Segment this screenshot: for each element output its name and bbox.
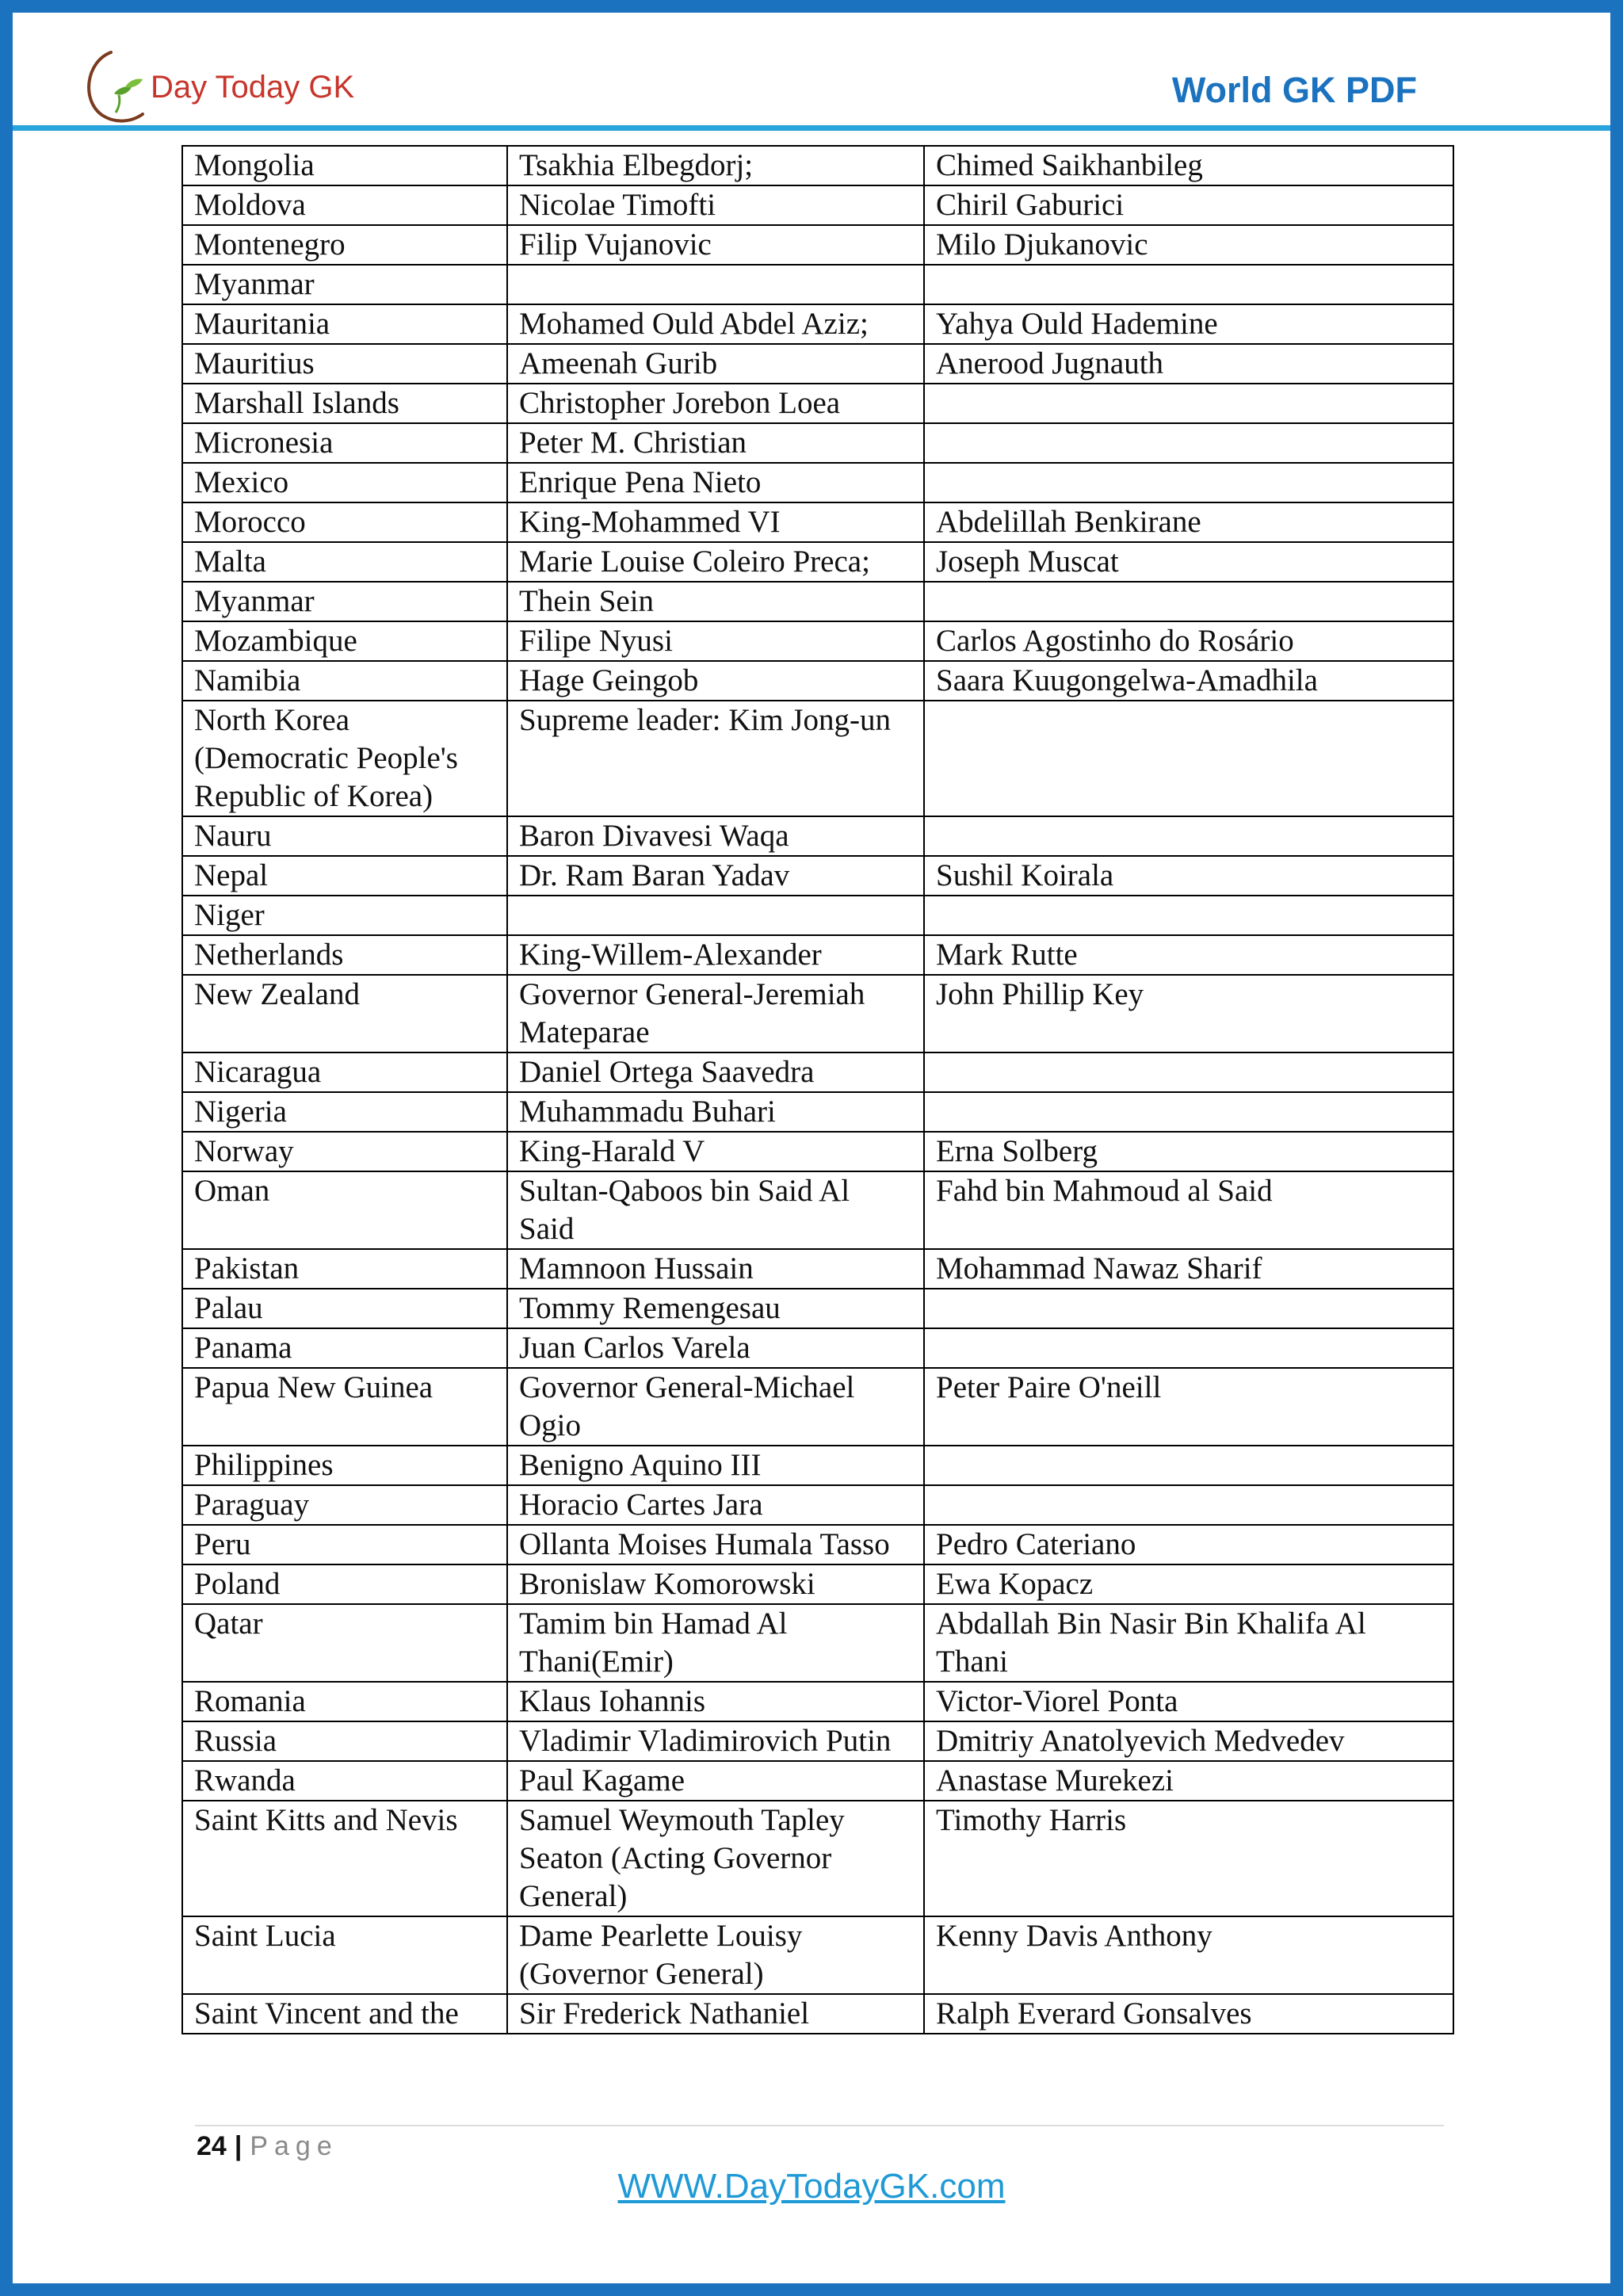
header (13, 13, 1610, 128)
head-of-state-cell: Bronislaw Komorowski (507, 1564, 924, 1604)
head-of-state-cell (507, 896, 924, 935)
head-of-state-cell: Ollanta Moises Humala Tasso (507, 1525, 924, 1564)
document-title: World GK PDF (1171, 70, 1417, 110)
table-row (182, 1564, 1453, 1604)
head-of-state-cell: Mamnoon Hussain (507, 1249, 924, 1289)
country-cell: Micronesia (182, 423, 507, 463)
head-of-government-cell: Joseph Muscat (924, 542, 1453, 582)
country-cell: Norway (182, 1132, 507, 1171)
country-cell: Saint Vincent and the (182, 1994, 507, 2034)
country-cell: New Zealand (182, 975, 507, 1052)
table-row (182, 935, 1453, 975)
country-cell: Papua New Guinea (182, 1368, 507, 1446)
table-row (182, 856, 1453, 896)
country-cell: Oman (182, 1171, 507, 1249)
head-of-state-cell: Thein Sein (507, 582, 924, 621)
head-of-government-cell: Abdelillah Benkirane (924, 502, 1453, 542)
head-of-state-cell: Dame Pearlette Louisy (Governor General) (507, 1916, 924, 1994)
table-row (182, 896, 1453, 935)
head-of-government-cell: Ewa Kopacz (924, 1564, 1453, 1604)
table-row (182, 542, 1453, 582)
table-row (182, 816, 1453, 856)
country-cell: Mauritania (182, 304, 507, 344)
country-cell: Nepal (182, 856, 507, 896)
head-of-government-cell (924, 1328, 1453, 1368)
head-of-government-cell: Sushil Koirala (924, 856, 1453, 896)
table-row (182, 384, 1453, 423)
header-divider (13, 125, 1610, 131)
country-cell: Myanmar (182, 582, 507, 621)
swoosh-leaf-logo-icon (79, 46, 155, 128)
head-of-state-cell: Daniel Ortega Saavedra (507, 1052, 924, 1092)
head-of-government-cell: Victor-Viorel Ponta (924, 1682, 1453, 1721)
head-of-government-cell (924, 896, 1453, 935)
table-row (182, 1916, 1453, 1994)
country-cell: Peru (182, 1525, 507, 1564)
head-of-state-cell: Enrique Pena Nieto (507, 463, 924, 502)
country-cell: Qatar (182, 1604, 507, 1682)
site-logo[interactable] (79, 46, 396, 128)
head-of-state-cell: Juan Carlos Varela (507, 1328, 924, 1368)
head-of-government-cell: Saara Kuugongelwa-Amadhila (924, 661, 1453, 701)
head-of-state-cell: Hage Geingob (507, 661, 924, 701)
head-of-government-cell: Mohammad Nawaz Sharif (924, 1249, 1453, 1289)
table-row (182, 1289, 1453, 1328)
country-cell: Morocco (182, 502, 507, 542)
head-of-government-cell (924, 582, 1453, 621)
head-of-government-cell: Milo Djukanovic (924, 225, 1453, 265)
table-row (182, 146, 1453, 185)
head-of-government-cell: Carlos Agostinho do Rosário (924, 621, 1453, 661)
head-of-government-cell (924, 265, 1453, 304)
head-of-state-cell: Filipe Nyusi (507, 621, 924, 661)
head-of-government-cell: Ralph Everard Gonsalves (924, 1994, 1453, 2034)
head-of-state-cell: Paul Kagame (507, 1761, 924, 1801)
table-row (182, 1994, 1453, 2034)
table-row (182, 304, 1453, 344)
country-cell: Mauritius (182, 344, 507, 384)
head-of-state-cell: Tommy Remengesau (507, 1289, 924, 1328)
head-of-state-cell: Governor General-Jeremiah Mateparae (507, 975, 924, 1052)
head-of-state-cell: Baron Divavesi Waqa (507, 816, 924, 856)
table-row (182, 1052, 1453, 1092)
head-of-state-cell: Ameenah Gurib (507, 344, 924, 384)
leaders-table-container (181, 145, 1453, 2034)
head-of-state-cell: Samuel Weymouth Tapley Seaton (Acting Governor General) (507, 1801, 924, 1916)
country-cell: Marshall Islands (182, 384, 507, 423)
logo-text: Day Today GK (151, 70, 355, 105)
country-cell: Nigeria (182, 1092, 507, 1132)
table-row (182, 582, 1453, 621)
country-cell: Netherlands (182, 935, 507, 975)
head-of-government-cell (924, 423, 1453, 463)
head-of-government-cell: Timothy Harris (924, 1801, 1453, 1916)
head-of-state-cell: Sir Frederick Nathaniel (507, 1994, 924, 2034)
table-row (182, 185, 1453, 225)
website-link[interactable]: WWW.DayTodayGK.com (617, 2167, 1006, 2206)
head-of-government-cell: Yahya Ould Hademine (924, 304, 1453, 344)
country-cell: Rwanda (182, 1761, 507, 1801)
country-cell: Romania (182, 1682, 507, 1721)
table-row (182, 1368, 1453, 1446)
head-of-state-cell: Sultan-Qaboos bin Said Al Said (507, 1171, 924, 1249)
country-cell: Nicaragua (182, 1052, 507, 1092)
head-of-state-cell: Marie Louise Coleiro Preca; (507, 542, 924, 582)
table-row (182, 701, 1453, 816)
table-row (182, 661, 1453, 701)
page-number-label (197, 2131, 338, 2162)
country-cell: Philippines (182, 1446, 507, 1485)
head-of-government-cell: Abdallah Bin Nasir Bin Khalifa Al Thani (924, 1604, 1453, 1682)
head-of-government-cell (924, 701, 1453, 816)
table-row (182, 1485, 1453, 1525)
head-of-government-cell: Kenny Davis Anthony (924, 1916, 1453, 1994)
country-cell: Poland (182, 1564, 507, 1604)
head-of-government-cell: Mark Rutte (924, 935, 1453, 975)
head-of-state-cell: King-Harald V (507, 1132, 924, 1171)
page-number: 24 (197, 2131, 227, 2161)
head-of-state-cell: King-Mohammed VI (507, 502, 924, 542)
head-of-government-cell (924, 1092, 1453, 1132)
head-of-government-cell: Pedro Cateriano (924, 1525, 1453, 1564)
head-of-state-cell: Supreme leader: Kim Jong-un (507, 701, 924, 816)
head-of-state-cell: King-Willem-Alexander (507, 935, 924, 975)
head-of-state-cell: Tamim bin Hamad Al Thani(Emir) (507, 1604, 924, 1682)
table-row (182, 1328, 1453, 1368)
head-of-state-cell: Benigno Aquino III (507, 1446, 924, 1485)
country-cell: Russia (182, 1721, 507, 1761)
head-of-state-cell: Horacio Cartes Jara (507, 1485, 924, 1525)
head-of-state-cell: Governor General-Michael Ogio (507, 1368, 924, 1446)
leaders-table-body (182, 146, 1453, 2034)
head-of-government-cell (924, 463, 1453, 502)
head-of-government-cell (924, 384, 1453, 423)
country-cell: Pakistan (182, 1249, 507, 1289)
table-row (182, 1525, 1453, 1564)
head-of-state-cell: Christopher Jorebon Loea (507, 384, 924, 423)
table-row (182, 225, 1453, 265)
head-of-government-cell (924, 1289, 1453, 1328)
head-of-state-cell: Filip Vujanovic (507, 225, 924, 265)
table-row (182, 1604, 1453, 1682)
country-cell: Mongolia (182, 146, 507, 185)
country-cell: Montenegro (182, 225, 507, 265)
country-cell: Saint Kitts and Nevis (182, 1801, 507, 1916)
page-separator: | (234, 2131, 242, 2161)
table-row (182, 1682, 1453, 1721)
country-cell: Mexico (182, 463, 507, 502)
head-of-government-cell: Chimed Saikhanbileg (924, 146, 1453, 185)
head-of-state-cell: Muhammadu Buhari (507, 1092, 924, 1132)
table-row (182, 1092, 1453, 1132)
country-cell: Niger (182, 896, 507, 935)
head-of-government-cell: Anastase Murekezi (924, 1761, 1453, 1801)
country-cell: Saint Lucia (182, 1916, 507, 1994)
country-cell: Namibia (182, 661, 507, 701)
country-cell: Nauru (182, 816, 507, 856)
table-row (182, 621, 1453, 661)
head-of-state-cell: Dr. Ram Baran Yadav (507, 856, 924, 896)
head-of-state-cell: Mohamed Ould Abdel Aziz; (507, 304, 924, 344)
country-cell: Malta (182, 542, 507, 582)
head-of-state-cell: Klaus Iohannis (507, 1682, 924, 1721)
head-of-government-cell: Chiril Gaburici (924, 185, 1453, 225)
leaders-table (181, 145, 1454, 2034)
head-of-state-cell: Vladimir Vladimirovich Putin (507, 1721, 924, 1761)
head-of-state-cell: Peter M. Christian (507, 423, 924, 463)
table-row (182, 423, 1453, 463)
page-word: Page (250, 2131, 338, 2161)
country-cell: North Korea (Democratic People's Republic of Korea) (182, 701, 507, 816)
country-cell: Panama (182, 1328, 507, 1368)
head-of-state-cell: Tsakhia Elbegdorj; (507, 146, 924, 185)
table-row (182, 1446, 1453, 1485)
table-row (182, 463, 1453, 502)
head-of-government-cell: Anerood Jugnauth (924, 344, 1453, 384)
table-row (182, 344, 1453, 384)
head-of-government-cell: Peter Paire O'neill (924, 1368, 1453, 1446)
head-of-government-cell: Erna Solberg (924, 1132, 1453, 1171)
head-of-state-cell (507, 265, 924, 304)
head-of-government-cell: Fahd bin Mahmoud al Said (924, 1171, 1453, 1249)
country-cell: Palau (182, 1289, 507, 1328)
head-of-state-cell: Nicolae Timofti (507, 185, 924, 225)
table-row (182, 1171, 1453, 1249)
table-row (182, 502, 1453, 542)
footer-divider (195, 2125, 1444, 2126)
table-row (182, 1761, 1453, 1801)
table-row (182, 975, 1453, 1052)
head-of-government-cell (924, 1052, 1453, 1092)
country-cell: Moldova (182, 185, 507, 225)
table-row (182, 265, 1453, 304)
table-row (182, 1249, 1453, 1289)
country-cell: Myanmar (182, 265, 507, 304)
head-of-government-cell: John Phillip Key (924, 975, 1453, 1052)
head-of-government-cell (924, 1485, 1453, 1525)
head-of-government-cell (924, 816, 1453, 856)
country-cell: Paraguay (182, 1485, 507, 1525)
head-of-government-cell: Dmitriy Anatolyevich Medvedev (924, 1721, 1453, 1761)
table-row (182, 1721, 1453, 1761)
table-row (182, 1801, 1453, 1916)
head-of-government-cell (924, 1446, 1453, 1485)
country-cell: Mozambique (182, 621, 507, 661)
table-row (182, 1132, 1453, 1171)
